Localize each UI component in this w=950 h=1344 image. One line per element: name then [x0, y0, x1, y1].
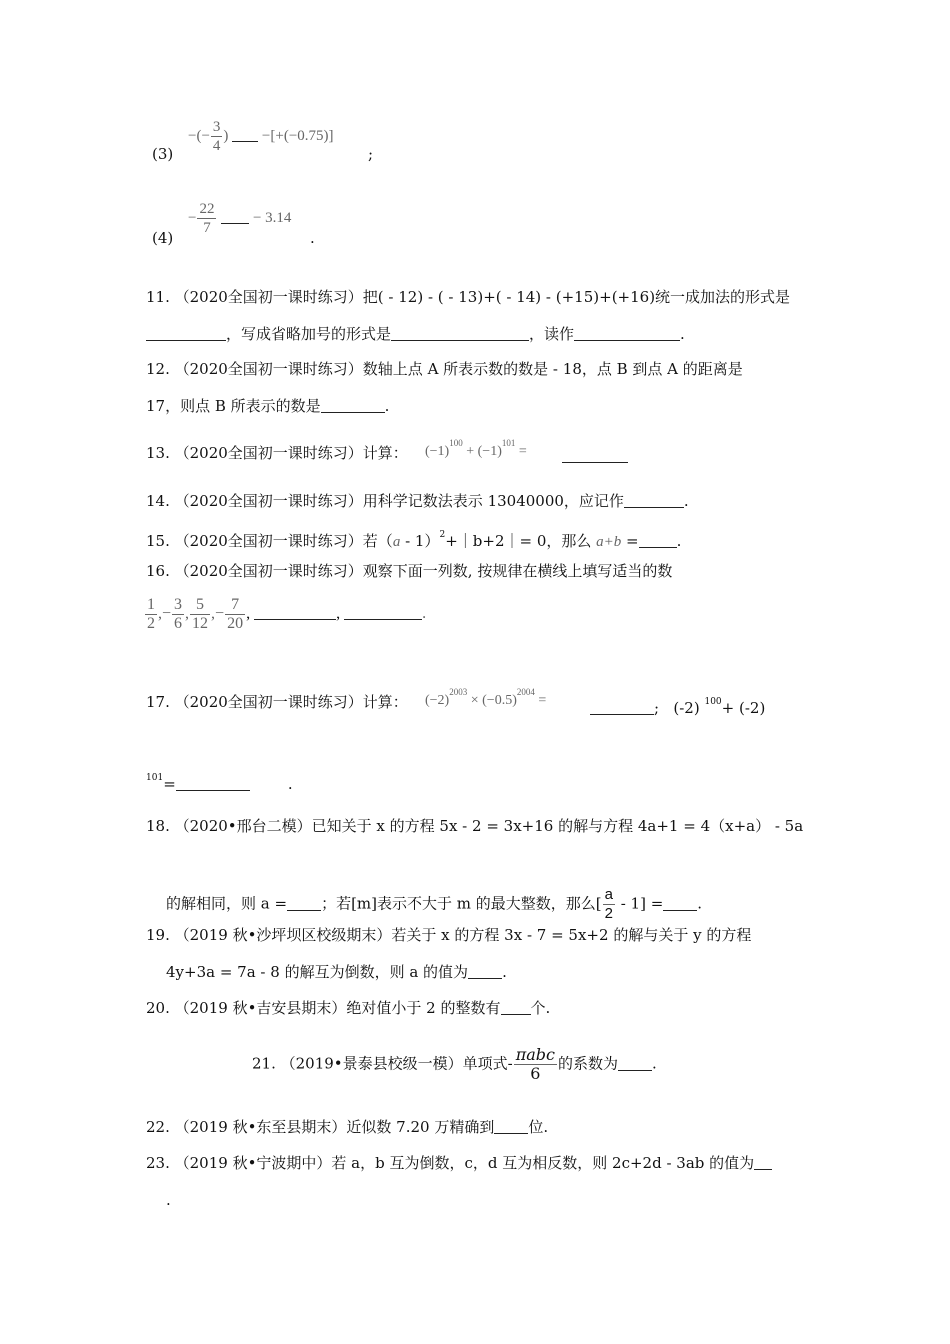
question-text: 20. （2019 秋•吉安县期末）绝对值小于 2 的整数有 — [146, 999, 501, 1017]
fraction-denominator: 2 — [147, 615, 155, 632]
fraction — [225, 596, 245, 633]
expr-part: ) — [223, 127, 229, 144]
separator: , — [185, 605, 190, 623]
formula: = — [534, 693, 547, 708]
question-17-line-2 — [146, 768, 293, 794]
question-text: ；若[m]表示不大于 m 的最大整数，那么[ — [321, 894, 602, 913]
question-19-line-1: 19. （2019 秋•沙坪坝区校级期末）若关于 x 的方程 3x - 7 = 5x+2 的解与关于 y 的方程 — [146, 926, 752, 944]
problem-3-expression — [188, 118, 334, 155]
question-18-line-1: 18. （2020•邢台二模）已知关于 x 的方程 5x - 2 = 3x+16 的解与方程 4a+1 = 4（x+a） - 5a — [146, 817, 804, 835]
question-16: 16. （2020全国初一课时练习）观察下面一列数, 按规律在横线上填写适当的数 — [146, 562, 673, 580]
answer-blank[interactable] — [574, 326, 680, 341]
separator: , — [246, 605, 251, 623]
question-text: = — [163, 775, 176, 793]
answer-blank[interactable] — [501, 1000, 531, 1015]
question-21 — [252, 1046, 657, 1083]
answer-blank[interactable] — [232, 127, 258, 142]
question-17-part-2 — [590, 692, 765, 718]
question-20 — [146, 998, 550, 1018]
answer-blank[interactable] — [344, 605, 422, 620]
question-text: 22. （2019 秋•东至县期末）近似数 7.20 万精确到 — [146, 1118, 495, 1136]
punctuation: . — [697, 894, 703, 913]
exponent: 100 — [704, 697, 722, 707]
fraction-denominator: 2 — [604, 905, 613, 922]
exponent: 2003 — [449, 687, 468, 697]
problem-4-label: (4) — [152, 229, 174, 247]
answer-blank[interactable] — [624, 493, 684, 508]
question-text: +｜b+2｜= 0，那么 — [445, 532, 597, 550]
separator: , — [211, 605, 216, 623]
question-text: 的系数为 — [557, 1054, 618, 1073]
answer-blank[interactable] — [391, 326, 529, 341]
question-text: ，写成省略加号的形式是 — [226, 325, 392, 343]
fraction-denominator: 4 — [212, 138, 221, 154]
expr-part: − — [188, 209, 197, 226]
fraction — [603, 886, 615, 923]
question-17: 17. （2020全国初一课时练习）计算： — [146, 693, 408, 711]
answer-blank[interactable] — [254, 605, 336, 620]
question-text: 23. （2019 秋•宁波期中）若 a，b 互为倒数，c，d 互为相反数，则 2c+2d - 3ab 的值为 — [146, 1154, 755, 1172]
question-17-formula — [425, 682, 546, 711]
answer-blank[interactable] — [176, 776, 250, 791]
answer-blank[interactable] — [618, 1056, 652, 1071]
question-15 — [146, 525, 681, 552]
punctuation: . — [652, 1054, 657, 1073]
question-text: 15. （2020全国初一课时练习）若（ — [146, 532, 393, 550]
punctuation: . — [166, 1191, 171, 1209]
exponent: 100 — [449, 438, 463, 448]
answer-blank[interactable] — [590, 700, 654, 715]
punctuation: . — [287, 775, 293, 793]
punctuation: . — [502, 963, 507, 981]
question-text: = — [621, 532, 639, 550]
answer-blank[interactable] — [754, 1155, 772, 1170]
punctuation: . — [384, 397, 390, 415]
question-14 — [146, 491, 689, 511]
answer-blank[interactable] — [146, 326, 226, 341]
fraction-denominator: 6 — [530, 1064, 541, 1083]
exponent: 101 — [501, 438, 516, 448]
variable: a+b — [596, 534, 622, 550]
question-11-line-2 — [146, 324, 685, 344]
answer-blank[interactable] — [468, 964, 502, 979]
fraction-denominator: 6 — [174, 615, 183, 632]
question-text: 个. — [530, 999, 551, 1017]
question-text: 的解相同，则 a = — [166, 894, 288, 913]
fraction-denominator: 7 — [203, 220, 211, 236]
punctuation: . — [310, 229, 315, 247]
question-11-line-1: 11. （2020全国初一课时练习）把( - 12) - ( - 13)+( - 14) - (+15)+(+16)统一成加法的形式是 — [146, 288, 791, 306]
answer-blank[interactable] — [321, 398, 385, 413]
question-text: 位. — [528, 1118, 549, 1136]
answer-blank[interactable] — [494, 1119, 528, 1134]
separator: , — [336, 605, 341, 623]
question-16-sequence — [144, 596, 426, 633]
fraction-numerator: a — [604, 886, 613, 903]
question-18-line-2 — [166, 886, 702, 923]
fraction-denominator: 20 — [227, 615, 244, 632]
answer-blank[interactable] — [639, 533, 677, 548]
question-13 — [146, 443, 408, 463]
formula: (−1) — [425, 444, 450, 459]
answer-blank[interactable] — [663, 896, 697, 911]
fraction-numerator: 3 — [212, 119, 221, 135]
fraction — [197, 200, 216, 237]
problem-3-label: (3) — [152, 145, 174, 163]
question-text: - 1） — [400, 532, 440, 550]
fraction — [514, 1046, 557, 1083]
fraction-denominator: 12 — [192, 615, 209, 632]
formula: (−2) — [425, 693, 450, 708]
fraction-numerator: 22 — [199, 201, 215, 217]
fraction — [172, 596, 184, 633]
answer-blank[interactable] — [287, 896, 321, 911]
fraction — [145, 596, 157, 633]
formula: = — [515, 444, 527, 459]
answer-blank-wrap — [562, 446, 628, 466]
formula: + (−1) — [462, 444, 502, 459]
question-text: 21. （2019•景泰县校级一模）单项式- — [252, 1054, 513, 1073]
fraction-numerator: 7 — [225, 596, 245, 615]
exponent: 2004 — [516, 687, 535, 697]
question-12-line-1: 12. （2020全国初一课时练习）数轴上点 A 所表示数的数是 - 18，点 B 到点 A 的距离是 — [146, 360, 743, 378]
punctuation: . — [422, 605, 427, 623]
answer-blank[interactable] — [221, 209, 249, 224]
exponent: 2 — [439, 530, 446, 540]
punctuation: . — [680, 325, 685, 343]
question-text: ，读作 — [529, 325, 575, 343]
question-text: - 1] = — [615, 894, 664, 913]
question-13-formula — [425, 433, 527, 462]
expr-part: −[+(−0.75)] — [261, 127, 334, 144]
question-text: 17，则点 B 所表示的数是 — [146, 397, 321, 415]
punctuation: . — [676, 532, 682, 550]
question-22 — [146, 1117, 548, 1137]
sign: − — [162, 605, 172, 623]
variable: a — [392, 534, 401, 550]
question-23 — [146, 1153, 772, 1173]
punctuation: . — [683, 492, 689, 510]
fraction-numerator: 3 — [174, 596, 183, 613]
question-text: 14. （2020全国初一课时练习）用科学记数法表示 13040000，应记作 — [146, 492, 624, 510]
separator: , — [158, 605, 162, 623]
fraction-numerator: 1 — [147, 596, 155, 613]
fraction-numerator: πabc — [515, 1045, 555, 1064]
punctuation: ; — [654, 699, 660, 717]
exponent: 101 — [146, 773, 164, 783]
fraction-numerator: 5 — [190, 596, 210, 615]
formula: × (−0.5) — [467, 693, 517, 708]
sign: − — [215, 605, 225, 623]
punctuation: ; — [368, 145, 374, 163]
expr-part: −(− — [188, 127, 210, 144]
question-text: + (-2) — [721, 699, 766, 717]
question-text: 13. （2020全国初一课时练习）计算： — [146, 444, 408, 462]
problem-4-expression — [188, 200, 291, 237]
expr-part: − 3.14 — [252, 209, 292, 226]
question-12-line-2 — [146, 396, 389, 416]
fraction — [211, 118, 223, 155]
answer-blank[interactable] — [562, 448, 628, 463]
question-text: 4y+3a = 7a - 8 的解互为倒数，则 a 的值为 — [166, 963, 469, 981]
question-19-line-2 — [166, 962, 507, 982]
question-text: (-2) — [673, 699, 700, 717]
fraction — [190, 596, 210, 633]
